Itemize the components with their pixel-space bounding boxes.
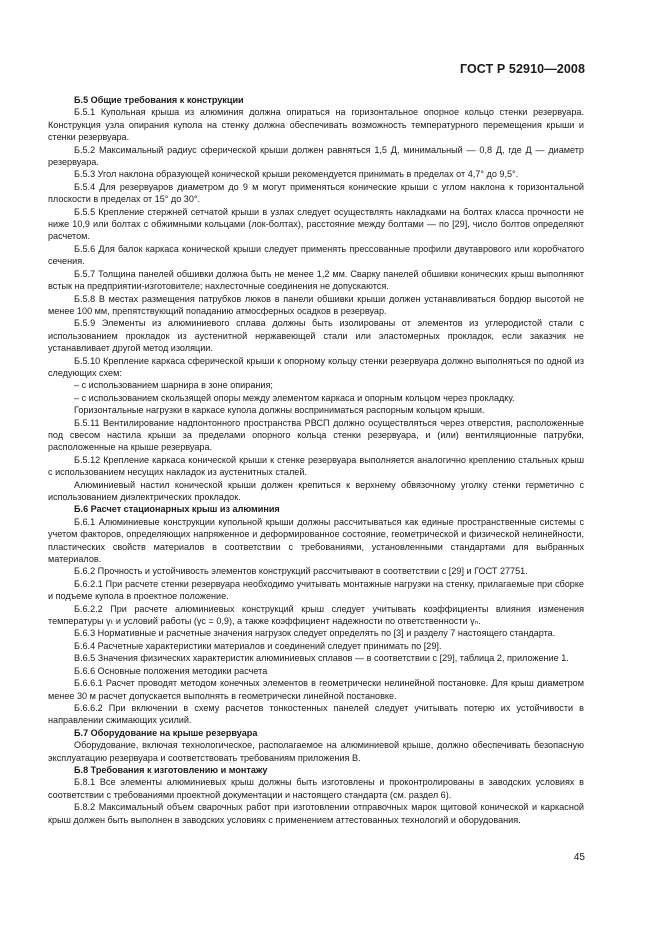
paragraph: Б.5.7 Толщина панелей обшивки должна быть не менее 1,2 мм. Сварку панелей обшивки конических крыш выполняют встык на предприятии-изготовителе; нахлесточные соединения не допускаются. — [48, 268, 584, 292]
section-heading: Б.5 Общие требования к конструкции — [74, 95, 244, 105]
paragraph: Б.8.1 Все элементы алюминиевых крыш должны быть изготовлены и проконтролированы в заводских условиях в соответствии с требованиями проектной документации и настоящего стандарта (см. раздел 6). — [48, 777, 584, 800]
paragraph: Б.6.6.2 При включении в схему расчетов тонкостенных панелей следует учитывать потерю их устойчивости в направлении сжимающих усилий. — [48, 702, 584, 726]
paragraph: Б.6.2 Прочность и устойчивость элементов конструкций рассчитывают в соответствии с [29] и ГОСТ 27751. — [74, 566, 528, 577]
paragraph: Б.5.12 Крепление каркаса конической крыши к стенке резервуара выполняется аналогично креплению стальных крыш с использованием несущих накладок из аустенитных сталей. — [48, 454, 584, 478]
paragraph: Б.6.2.1 При расчете стенки резервуара необходимо учитывать монтажные нагрузки на стенку, прилагаемые при сборке и подъеме купола в проектное положение. — [48, 578, 584, 602]
paragraph: Б.5.3 Угол наклона образующей конической крыши рекомендуется принимать в пределах от 4,7° до 9,5°. — [74, 169, 519, 180]
document-id: ГОСТ Р 52910—2008 — [459, 62, 585, 76]
paragraph: Б.5.1 Купольная крыша из алюминия должна опираться на горизонтальное опорное кольцо стенки резервуара. Конструкция узла опирания купола на стенку должна обеспечивать возможность температурного перемещения крыши и стенки резервуара. — [48, 107, 584, 143]
page-number: 45 — [573, 852, 585, 863]
paragraph: Б.6.6 Основные положения методики расчета — [74, 665, 268, 676]
list-item: – с использованием шарнира в зоне опирания; — [74, 380, 273, 391]
section-heading: Б.7 Оборудование на крыше резервуара — [74, 727, 258, 738]
paragraph: Б.6.1 Алюминиевые конструкции купольной крыши должны рассчитываться как единые пространственные системы с учетом факторов, определяющих напряженное и деформированное состояние, геометрической и физической нелинейности, пластических свойств материалов в соответствии с требованиями, установленными стандартами для выбранных материалов. — [48, 516, 584, 565]
paragraph: Алюминиевый настил конической крыши должен крепиться к верхнему обвязочному уголку стенки герметично с использованием диэлектрических прокладок. — [48, 479, 584, 502]
paragraph: Б.6.2.2 При расчете алюминиевых конструкций крыш следует учитывать коэффициенты влияния изменения температуры γₜ и условий работы (γc = 0,9), а также коэффициент надежности по ответственности γₙ. — [48, 603, 584, 627]
paragraph: Б.5.2 Максимальный радиус сферической крыши должен равняться 1,5 Д, минимальный — 0,8 Д, где Д — диаметр резервуара. — [48, 144, 584, 168]
paragraph: Б.5.10 Крепление каркаса сферической крыши к опорному кольцу стенки резервуара должно выполняться по одной из следующих схем: — [48, 355, 584, 378]
document-body — [48, 94, 584, 826]
paragraph: Б.5.6 Для балок каркаса конической крыши следует применять прессованные профили двутаврового или коробчатого сечения. — [48, 243, 584, 267]
paragraph: Горизонтальные нагрузки в каркасе купола должны восприниматься распорным кольцом крыши. — [74, 405, 485, 416]
paragraph: Оборудование, включая технологическое, располагаемое на алюминиевой крыше, должно обеспечивать безопасную эксплуатацию резервуара и соответствовать требованиям приложения В. — [48, 740, 584, 763]
paragraph: Б.6.6.1 Расчет проводят методом конечных элементов в геометрически нелинейной постановке. Для крыш диаметром менее 30 м расчет допускается выполнять в геометрически линейной постановке. — [48, 678, 584, 701]
paragraph: Б.6.4 Расчетные характеристики материалов и соединений следует принимать по [29]. — [74, 640, 442, 651]
paragraph: Б.5.8 В местах размещения патрубков люков в панели обшивки крыши должен устанавливаться бордюр высотой не менее 100 мм, препятствующий попаданию атмосферных осадков в резервуар. — [48, 293, 584, 316]
paragraph: Б.6.3 Нормативные и расчетные значения нагрузок следует определять по [3] и разделу 7 настоящего стандарта. — [74, 628, 556, 639]
paragraph: Б.5.4 Для резервуаров диаметром до 9 м могут применяться конические крыши с углом наклона к горизонтальной плоскости в пределах от 15° до 30°. — [48, 181, 584, 205]
paragraph: Б.5.5 Крепление стержней сетчатой крыши в узлах следует осуществлять накладками на болтах класса прочности не ниже 10,9 или болтах с обжимными кольцами (лок-болтах), расстояние между болтами — по [29], число болтов определяют расчетом. — [48, 206, 584, 242]
section-heading: Б.6 Расчет стационарных крыш из алюминия — [74, 504, 280, 515]
paragraph: Б.8.2 Максимальный объем сварочных работ при изготовлении отправочных марок щитовой конической и каркасной крыш должен быть выполнен в заводских условиях с применением аттестованных технологий и оборудования. — [48, 802, 584, 825]
paragraph: В.6.5 Значения физических характеристик алюминиевых сплавов — в соответствии с [29], таблица 2, приложение 1. — [74, 653, 569, 664]
list-item: – с использованием скользящей опоры между элементом каркаса и опорным кольцом через прокладку. — [74, 392, 515, 403]
section-heading: Б.8 Требования к изготовлению и монтажу — [74, 764, 268, 775]
paragraph: Б.5.9 Элементы из алюминиевого сплава должны быть изолированы от элементов из углеродистой стали с использованием прокладок из аустенитной нержавеющей стали или эластомерных прокладок, если заказчик не устанавливает другой метод изоляции. — [48, 318, 584, 354]
paragraph: Б.5.11 Вентилирование надпонтонного пространства РВСП должно осуществляться через отверстия, расположенные под свесом настила крыши за пределами опорного кольца стенки резервуара, и (или) вентиляционные патрубки, расположенные на крыше резервуара. — [48, 417, 584, 453]
